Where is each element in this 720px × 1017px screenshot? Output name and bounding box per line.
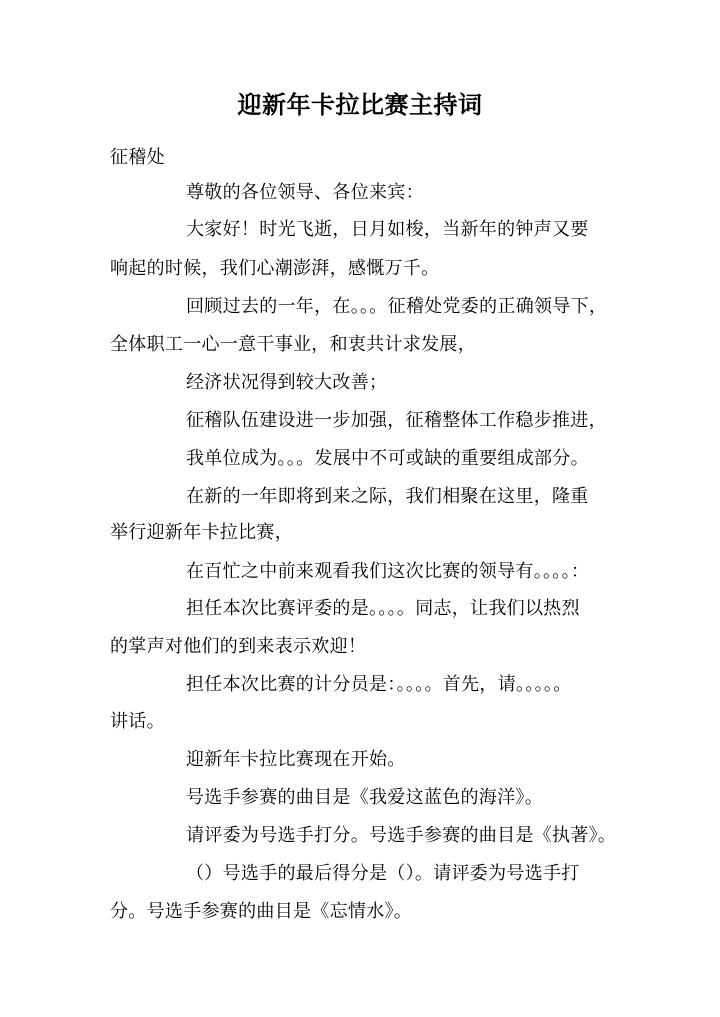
department-line: 征稽处	[110, 147, 165, 168]
paragraph-line: 全体职工一心一意干事业，和衷共计求发展，	[110, 334, 476, 355]
paragraph-line: 讲话。	[110, 711, 165, 732]
paragraph-line: 担任本次比赛的计分员是：。。。。首先，请。。。。。	[186, 674, 572, 695]
paragraph-line: 响起的时候，我们心潮澎湃，感慨万千。	[110, 258, 440, 279]
paragraph-line: 迎新年卡拉比赛现在开始。	[186, 749, 406, 770]
paragraph-line: 号选手参赛的曲目是《我爱这蓝色的海洋》。	[186, 787, 543, 808]
paragraph-line: 在百忙之中前来观看我们这次比赛的领导有。。。。：	[186, 561, 590, 582]
paragraph-line: 大家好！时光飞逝，日月如梭，当新年的钟声又要	[186, 219, 589, 240]
paragraph-line: 征稽队伍建设进一步加强，征稽整体工作稳步推进，	[186, 410, 607, 431]
salutation-line: 尊敬的各位领导、各位来宾：	[186, 182, 424, 203]
paragraph-line: 经济状况得到较大改善；	[186, 372, 388, 393]
paragraph-line: 请评委为号选手打分。号选手参赛的曲目是《执著》。	[186, 825, 617, 846]
paragraph-line: （）号选手的最后得分是（）。请评委为号选手打	[186, 863, 580, 884]
paragraph-line: 我单位成为。。。发展中不可或缺的重要组成部分。	[186, 448, 589, 469]
paragraph-line: 的掌声对他们的到来表示欢迎！	[110, 636, 367, 657]
paragraph-line: 在新的一年即将到来之际，我们相聚在这里，隆重	[186, 486, 589, 507]
document-title: 迎新年卡拉比赛主持词	[237, 91, 483, 119]
paragraph-line: 担任本次比赛评委的是。。。。同志，让我们以热烈	[186, 598, 580, 619]
paragraph-line: 举行迎新年卡拉比赛，	[110, 522, 293, 543]
paragraph-line: 分。号选手参赛的曲目是《忘情水》。	[110, 901, 413, 922]
paragraph-line: 回顾过去的一年，在。。。征稽处党委的正确领导下，	[186, 296, 608, 317]
